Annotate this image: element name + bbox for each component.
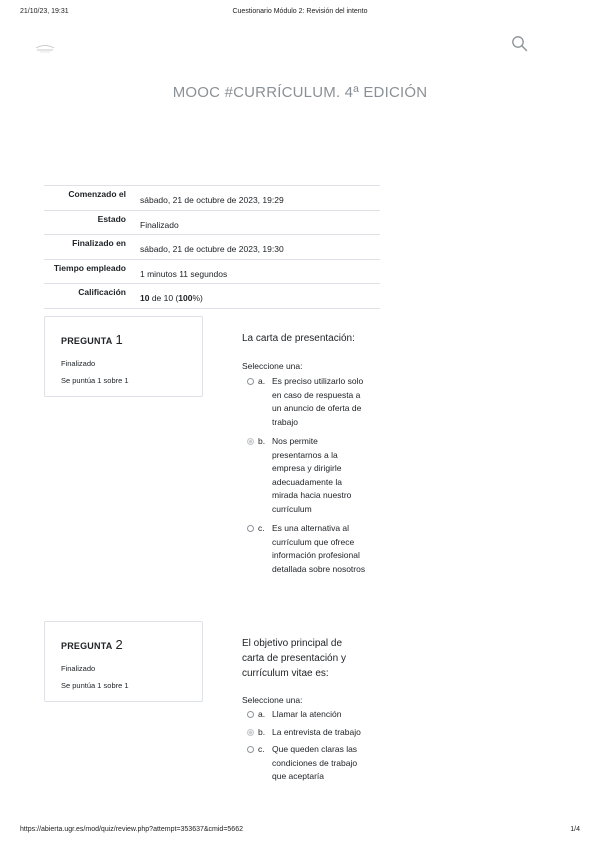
option-text: Es preciso utilizarlo solo en caso de respuesta a un anuncio de oferta de trabajo [272,376,364,427]
grade-percent: 100 [178,293,193,303]
option-letter: a. [258,709,266,719]
question-number-value: 1 [115,332,123,347]
summary-label: Finalizado en [72,238,126,248]
option-text: La entrevista de trabajo [272,726,361,737]
question-label: PREGUNTA [61,641,113,651]
radio-button[interactable] [247,746,254,753]
option-text: Nos permite presentarnos a la empresa y dirigirle adecuadamente la mirada hacia nuestro currículum [272,436,352,514]
course-title: MOOC #CURRÍCULUM. 4ª EDICIÓN [172,84,428,101]
answer-option[interactable] [242,375,367,429]
question-label: PREGUNTA [61,336,113,346]
question-2-info [44,621,203,702]
grade-value: 10 [140,293,150,303]
summary-row-state [44,211,380,236]
answer-option[interactable] [242,522,367,576]
option-letter: b. [258,726,266,737]
question-state: Finalizado [61,359,96,368]
answer-option-selected[interactable] [242,726,367,740]
option-text: Llamar la atención [272,709,342,719]
grade-rest: de 10 ( [149,293,179,303]
question-1-content [242,331,367,576]
print-header [20,8,580,20]
summary-value: sábado, 21 de octubre de 2023, 19:29 [140,195,284,205]
question-mark: Se puntúa 1 sobre 1 [61,681,129,690]
select-one-label: Seleccione una: [242,695,303,705]
radio-button[interactable] [247,525,254,532]
radio-button[interactable] [247,378,254,385]
print-date: 21/10/23, 19:31 [20,8,69,15]
search-icon[interactable] [511,35,528,52]
grade-percent-suffix: %) [192,293,203,303]
question-prompt: La carta de presentación: [242,333,355,344]
summary-label: Calificación [78,287,126,297]
question-number [61,637,202,652]
summary-value: 1 minutos 11 segundos [140,268,228,279]
summary-value: Finalizado [140,219,179,230]
attempt-summary-table [44,185,380,309]
answer-option-selected[interactable] [242,435,367,516]
question-prompt: El objetivo principal de carta de presentación y currículum vitae es: [242,638,346,679]
summary-row-started [44,186,380,211]
option-letter: c. [258,523,265,533]
answer-option[interactable] [242,743,367,784]
question-2-content [242,636,367,784]
summary-row-finished [44,235,380,260]
question-1-info [44,316,203,397]
option-letter: a. [258,376,266,386]
summary-value-grade [126,284,380,308]
summary-row-grade [44,284,380,309]
ugr-logo-icon[interactable] [34,41,56,53]
summary-value: sábado, 21 de octubre de 2023, 19:30 [140,244,284,254]
summary-label: Estado [97,213,126,224]
option-letter: b. [258,436,266,446]
summary-label: Tiempo empleado [53,262,126,273]
radio-button-checked[interactable] [247,438,254,445]
print-url: https://abierta.ugr.es/mod/quiz/review.php?attempt=353637&cmid=5662 [20,826,243,833]
answer-option[interactable] [242,708,367,722]
question-state: Finalizado [61,664,96,673]
print-title: Cuestionario Módulo 2: Revisión del intento [232,8,368,15]
radio-button[interactable] [247,711,254,718]
option-letter: c. [258,744,265,754]
question-number [61,332,202,347]
question-number-value: 2 [115,637,123,652]
print-footer [20,826,580,838]
option-text: Es una alternativa al currículum que ofrece información profesional detallada sobre nosotros [272,523,366,574]
select-one-label: Seleccione una: [242,361,303,371]
option-text: Que queden claras las condiciones de trabajo que aceptaría [272,744,358,781]
question-mark: Se puntúa 1 sobre 1 [61,376,129,385]
print-page-number: 1/4 [570,826,580,833]
radio-button-checked[interactable] [247,729,254,736]
summary-label: Comenzado el [68,189,126,199]
summary-row-time-taken [44,260,380,285]
